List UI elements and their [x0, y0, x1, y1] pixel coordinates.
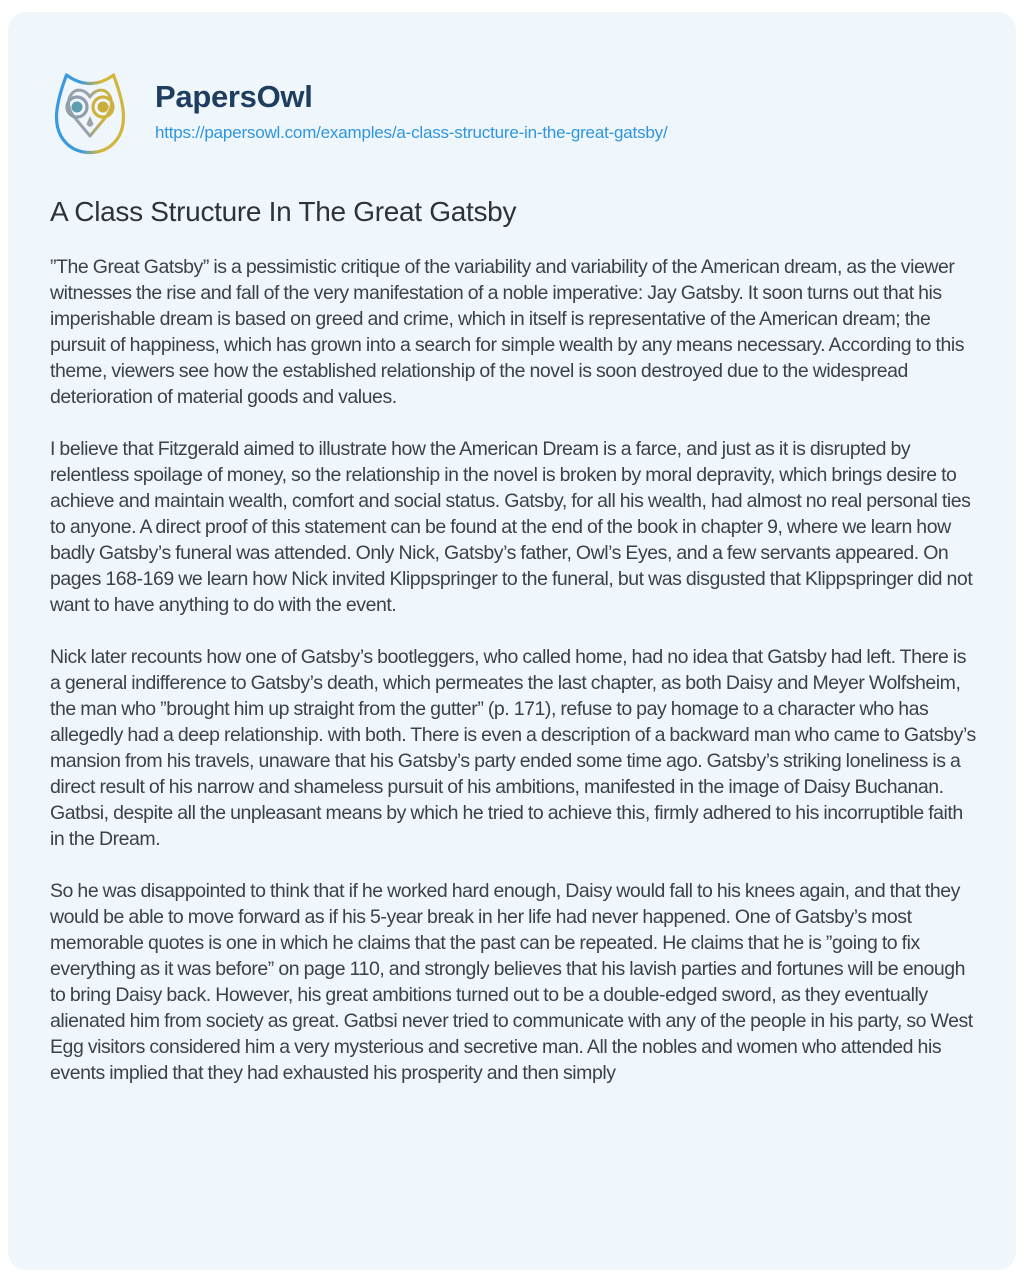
essay-paragraph: Nick later recounts how one of Gatsby’s bootleggers, who called home, had no idea that Gatsby had left. There is a general indifference to Gatsby’s death, which permeates the last chapter, as both Daisy and Meyer Wolfsheim, the man who ”brought him up straight from the gutter” (p. 171), refuse to pay homage to a character who has allegedly had a deep relationship. with both. There is even a description of a backward man who came to Gatsby’s mansion from his travels, unaware that his Gatsby’s party ended some time ago. Gatsby’s striking loneliness is a direct result of his narrow and shameless pursuit of his ambitions, manifested in the image of Daisy Buchanan. Gatbsi, despite all the unpleasant means by which he tried to achieve this, firmly adhered to his incorruptible faith in the Dream. [50, 646, 976, 850]
essay-card [8, 12, 1016, 1270]
essay-title: A Class Structure In The Great Gatsby [50, 196, 517, 227]
site-header [50, 66, 980, 156]
papersowl-owl-logo-icon[interactable] [50, 66, 130, 156]
essay-paragraph: I believe that Fitzgerald aimed to illustrate how the American Dream is a farce, and just as it is disrupted by relentless spoilage of money, so the relationship in the novel is broken by moral depravity, which brings desire to achieve and maintain wealth, comfort and social status. Gatsby, for all his wealth, had almost no real personal ties to anyone. A direct proof of this statement can be found at the end of the book in chapter 9, where we learn how badly Gatsby’s funeral was attended. Only Nick, Gatsby’s father, Owl’s Eyes, and a few servants appeared. On pages 168-169 we learn how Nick invited Klippspringer to the funeral, but was disgusted that Klippspringer did not want to have anything to do with the event. [50, 438, 973, 616]
essay-paragraph: So he was disappointed to think that if he worked hard enough, Daisy would fall to his knees again, and that they would be able to move forward as if his 5-year break in her life had never happened. One of Gatsby’s most memorable quotes is one in which he claims that the past can be repeated. He claims that he is ”going to fix everything as it was before” on page 110, and strongly believes that his lavish parties and fortunes will be enough to bring Daisy back. However, his great ambitions turned out to be a double-edged sword, as they eventually alienated him from society as great. Gatbsi never tried to communicate with any of the people in his party, so West Egg visitors considered him a very mysterious and secretive man. All the nobles and women who attended his events implied that they had exhausted his prosperity and then simply [50, 880, 973, 1084]
essay-paragraph: ”The Great Gatsby” is a pessimistic critique of the variability and variability of the American dream, as the viewer witnesses the rise and fall of the very manifestation of a noble imperative: Jay Gatsby. It soon turns out that his imperishable dream is based on greed and crime, which in itself is representative of the American dream; the pursuit of happiness, which has grown into a search for simple wealth by any means necessary. According to this theme, viewers see how the established relationship of the novel is soon destroyed due to the widespread deterioration of material goods and values. [50, 256, 965, 408]
brand-title[interactable]: PapersOwl [155, 79, 313, 114]
site-url-link[interactable]: https://papersowl.com/examples/a-class-structure-in-the-great-gatsby/ [155, 123, 668, 142]
brand-block [155, 79, 667, 143]
essay-body [50, 254, 980, 1086]
